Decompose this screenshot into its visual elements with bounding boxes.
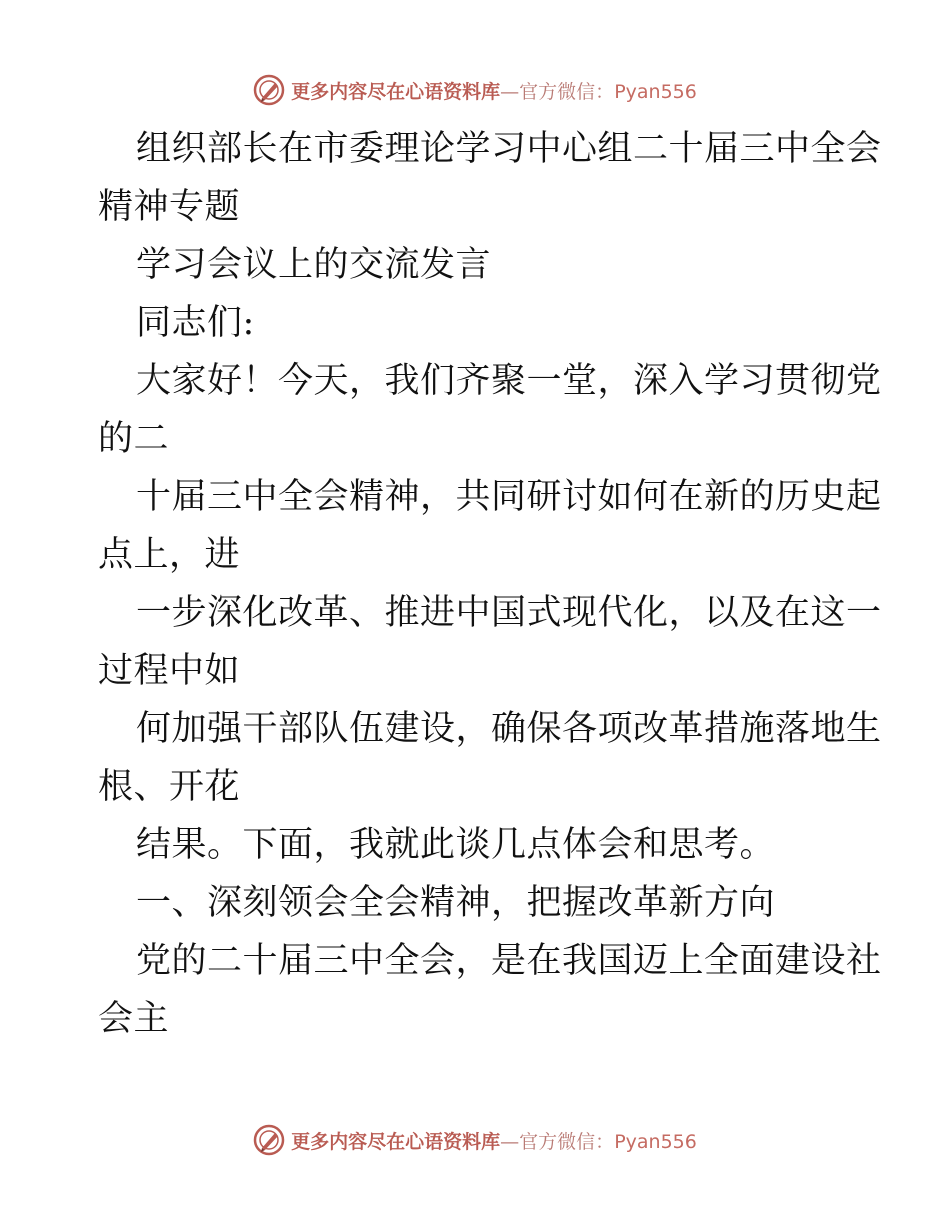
text-line: 学习会议上的交流发言: [136, 245, 492, 285]
text-line: 结果。下面，我就此谈几点体会和思考。: [136, 825, 776, 865]
text-line: 点上，进: [98, 535, 241, 575]
text-line: 过程中如: [98, 651, 241, 691]
pen-logo-icon: [253, 74, 285, 106]
watermark-header: [0, 70, 950, 110]
text-line: 一、深刻领会全会精神，把握改革新方向: [136, 883, 776, 923]
text-line: 同志们:: [136, 303, 255, 343]
watermark-account: Pyan556: [614, 80, 697, 103]
text-line: 一步深化改革、推进中国式现代化，以及在这一: [136, 593, 882, 633]
text-line: 组织部长在市委理论学习中心组二十届三中全会: [136, 129, 882, 169]
watermark-label: 官方微信：: [519, 80, 615, 103]
text-line: 大家好！今天，我们齐聚一堂，深入学习贯彻党: [136, 361, 882, 401]
watermark-title: 更多内容尽在心语资料库: [291, 1130, 501, 1153]
text-line: 十届三中全会精神，共同研讨如何在新的历史起: [136, 477, 882, 517]
watermark-label: 官方微信：: [519, 1130, 615, 1153]
text-line: 根、开花: [98, 767, 241, 807]
watermark-account: Pyan556: [614, 1130, 697, 1153]
watermark-title: 更多内容尽在心语资料库: [291, 80, 501, 103]
document-body: [98, 120, 882, 1048]
text-line: 党的二十届三中全会，是在我国迈上全面建设社: [136, 941, 882, 981]
watermark-separator: —: [500, 80, 520, 103]
watermark-separator: —: [500, 1130, 520, 1153]
text-line: 的二: [98, 419, 170, 459]
text-line: 会主: [98, 999, 170, 1039]
pen-logo-icon: [253, 1124, 285, 1156]
text-line: 何加强干部队伍建设，确保各项改革措施落地生: [136, 709, 882, 749]
text-line: 精神专题: [98, 187, 241, 227]
watermark-footer: [0, 1120, 950, 1160]
